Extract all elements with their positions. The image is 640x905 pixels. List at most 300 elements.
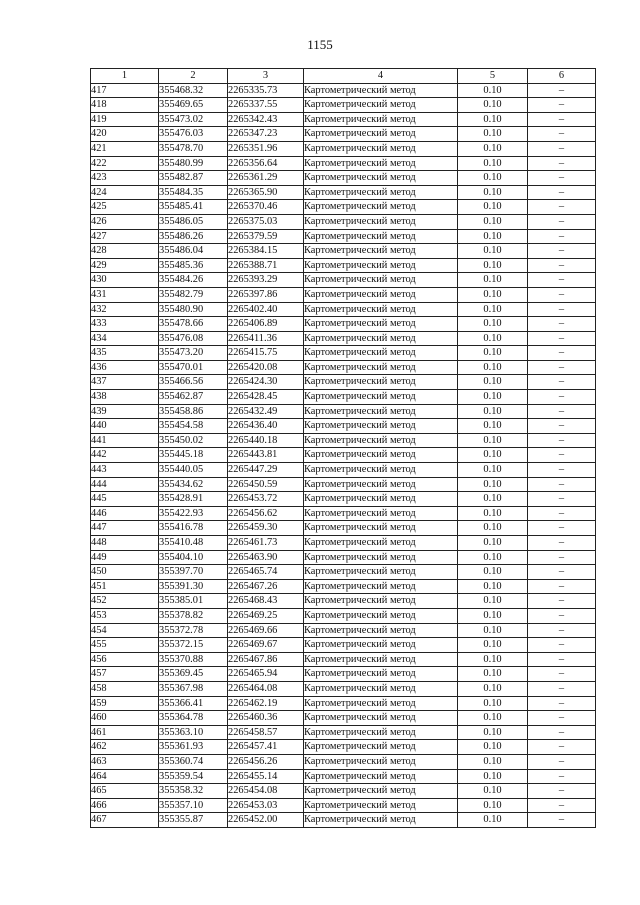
description-cell: – (528, 171, 596, 186)
y-coordinate-cell: 2265461.73 (228, 536, 304, 551)
accuracy-cell: 0.10 (458, 185, 528, 200)
table-row (91, 390, 596, 405)
description-cell: – (528, 287, 596, 302)
point-number-cell: 421 (91, 141, 159, 156)
table-row (91, 200, 596, 215)
point-number-cell: 456 (91, 652, 159, 667)
y-coordinate-cell: 2265411.36 (228, 331, 304, 346)
x-coordinate-cell: 355359.54 (159, 769, 228, 784)
point-number-cell: 466 (91, 798, 159, 813)
y-coordinate-cell: 2265342.43 (228, 112, 304, 127)
accuracy-cell: 0.10 (458, 375, 528, 390)
description-cell: – (528, 754, 596, 769)
y-coordinate-cell: 2265379.59 (228, 229, 304, 244)
x-coordinate-cell: 355476.08 (159, 331, 228, 346)
accuracy-cell: 0.10 (458, 565, 528, 580)
accuracy-cell: 0.10 (458, 433, 528, 448)
table-row (91, 463, 596, 478)
y-coordinate-cell: 2265447.29 (228, 463, 304, 478)
column-header-6: 6 (528, 69, 596, 84)
accuracy-cell: 0.10 (458, 141, 528, 156)
y-coordinate-cell: 2265469.25 (228, 608, 304, 623)
table-row (91, 287, 596, 302)
x-coordinate-cell: 355480.90 (159, 302, 228, 317)
description-cell: – (528, 346, 596, 361)
table-row (91, 652, 596, 667)
x-coordinate-cell: 355378.82 (159, 608, 228, 623)
description-cell: – (528, 463, 596, 478)
table-row (91, 550, 596, 565)
method-cell: Картометрический метод (304, 725, 458, 740)
description-cell: – (528, 244, 596, 259)
method-cell: Картометрический метод (304, 740, 458, 755)
table-row (91, 214, 596, 229)
y-coordinate-cell: 2265432.49 (228, 404, 304, 419)
table-row (91, 638, 596, 653)
x-coordinate-cell: 355445.18 (159, 448, 228, 463)
accuracy-cell: 0.10 (458, 754, 528, 769)
description-cell: – (528, 477, 596, 492)
y-coordinate-cell: 2265440.18 (228, 433, 304, 448)
description-cell: – (528, 638, 596, 653)
table-row (91, 521, 596, 536)
table-row (91, 112, 596, 127)
accuracy-cell: 0.10 (458, 317, 528, 332)
x-coordinate-cell: 355478.70 (159, 141, 228, 156)
point-number-cell: 439 (91, 404, 159, 419)
table-row (91, 769, 596, 784)
accuracy-cell: 0.10 (458, 725, 528, 740)
description-cell: – (528, 667, 596, 682)
y-coordinate-cell: 2265420.08 (228, 360, 304, 375)
y-coordinate-cell: 2265356.64 (228, 156, 304, 171)
y-coordinate-cell: 2265415.75 (228, 346, 304, 361)
method-cell: Картометрический метод (304, 579, 458, 594)
table-row (91, 740, 596, 755)
accuracy-cell: 0.10 (458, 608, 528, 623)
accuracy-cell: 0.10 (458, 638, 528, 653)
point-number-cell: 431 (91, 287, 159, 302)
accuracy-cell: 0.10 (458, 492, 528, 507)
point-number-cell: 449 (91, 550, 159, 565)
accuracy-cell: 0.10 (458, 112, 528, 127)
accuracy-cell: 0.10 (458, 652, 528, 667)
y-coordinate-cell: 2265406.89 (228, 317, 304, 332)
description-cell: – (528, 331, 596, 346)
y-coordinate-cell: 2265397.86 (228, 287, 304, 302)
table-row (91, 681, 596, 696)
description-cell: – (528, 623, 596, 638)
accuracy-cell: 0.10 (458, 594, 528, 609)
x-coordinate-cell: 355480.99 (159, 156, 228, 171)
method-cell: Картометрический метод (304, 83, 458, 98)
x-coordinate-cell: 355370.88 (159, 652, 228, 667)
accuracy-cell: 0.10 (458, 258, 528, 273)
method-cell: Картометрический метод (304, 331, 458, 346)
y-coordinate-cell: 2265370.46 (228, 200, 304, 215)
accuracy-cell: 0.10 (458, 83, 528, 98)
y-coordinate-cell: 2265450.59 (228, 477, 304, 492)
method-cell: Картометрический метод (304, 433, 458, 448)
y-coordinate-cell: 2265453.72 (228, 492, 304, 507)
table-row (91, 331, 596, 346)
y-coordinate-cell: 2265467.86 (228, 652, 304, 667)
table-row (91, 506, 596, 521)
table-row (91, 667, 596, 682)
description-cell: – (528, 156, 596, 171)
point-number-cell: 434 (91, 331, 159, 346)
point-number-cell: 429 (91, 258, 159, 273)
point-number-cell: 465 (91, 784, 159, 799)
point-number-cell: 458 (91, 681, 159, 696)
x-coordinate-cell: 355372.78 (159, 623, 228, 638)
y-coordinate-cell: 2265436.40 (228, 419, 304, 434)
method-cell: Картометрический метод (304, 273, 458, 288)
y-coordinate-cell: 2265464.08 (228, 681, 304, 696)
description-cell: – (528, 740, 596, 755)
accuracy-cell: 0.10 (458, 813, 528, 828)
x-coordinate-cell: 355473.02 (159, 112, 228, 127)
method-cell: Картометрический метод (304, 258, 458, 273)
point-number-cell: 446 (91, 506, 159, 521)
description-cell: – (528, 404, 596, 419)
y-coordinate-cell: 2265460.36 (228, 711, 304, 726)
method-cell: Картометрический метод (304, 754, 458, 769)
table-row (91, 156, 596, 171)
description-cell: – (528, 652, 596, 667)
method-cell: Картометрический метод (304, 360, 458, 375)
x-coordinate-cell: 355428.91 (159, 492, 228, 507)
x-coordinate-cell: 355476.03 (159, 127, 228, 142)
table-row (91, 404, 596, 419)
description-cell: – (528, 550, 596, 565)
accuracy-cell: 0.10 (458, 360, 528, 375)
method-cell: Картометрический метод (304, 681, 458, 696)
method-cell: Картометрический метод (304, 696, 458, 711)
method-cell: Картометрический метод (304, 112, 458, 127)
accuracy-cell: 0.10 (458, 98, 528, 113)
point-number-cell: 460 (91, 711, 159, 726)
point-number-cell: 433 (91, 317, 159, 332)
description-cell: – (528, 433, 596, 448)
method-cell: Картометрический метод (304, 404, 458, 419)
method-cell: Картометрический метод (304, 229, 458, 244)
accuracy-cell: 0.10 (458, 214, 528, 229)
table-row (91, 696, 596, 711)
table-row (91, 725, 596, 740)
method-cell: Картометрический метод (304, 419, 458, 434)
x-coordinate-cell: 355484.35 (159, 185, 228, 200)
y-coordinate-cell: 2265465.74 (228, 565, 304, 580)
y-coordinate-cell: 2265462.19 (228, 696, 304, 711)
y-coordinate-cell: 2265365.90 (228, 185, 304, 200)
point-number-cell: 447 (91, 521, 159, 536)
description-cell: – (528, 448, 596, 463)
description-cell: – (528, 112, 596, 127)
method-cell: Картометрический метод (304, 302, 458, 317)
description-cell: – (528, 273, 596, 288)
description-cell: – (528, 579, 596, 594)
table-row (91, 317, 596, 332)
method-cell: Картометрический метод (304, 536, 458, 551)
point-number-cell: 430 (91, 273, 159, 288)
column-header-4: 4 (304, 69, 458, 84)
method-cell: Картометрический метод (304, 784, 458, 799)
column-header-1: 1 (91, 69, 159, 84)
x-coordinate-cell: 355361.93 (159, 740, 228, 755)
point-number-cell: 445 (91, 492, 159, 507)
point-number-cell: 467 (91, 813, 159, 828)
y-coordinate-cell: 2265384.15 (228, 244, 304, 259)
method-cell: Картометрический метод (304, 317, 458, 332)
y-coordinate-cell: 2265453.03 (228, 798, 304, 813)
x-coordinate-cell: 355462.87 (159, 390, 228, 405)
table-row (91, 711, 596, 726)
x-coordinate-cell: 355482.79 (159, 287, 228, 302)
accuracy-cell: 0.10 (458, 171, 528, 186)
y-coordinate-cell: 2265393.29 (228, 273, 304, 288)
accuracy-cell: 0.10 (458, 579, 528, 594)
x-coordinate-cell: 355358.32 (159, 784, 228, 799)
method-cell: Картометрический метод (304, 98, 458, 113)
table-row (91, 83, 596, 98)
accuracy-cell: 0.10 (458, 711, 528, 726)
description-cell: – (528, 725, 596, 740)
method-cell: Картометрический метод (304, 492, 458, 507)
y-coordinate-cell: 2265335.73 (228, 83, 304, 98)
accuracy-cell: 0.10 (458, 229, 528, 244)
point-number-cell: 432 (91, 302, 159, 317)
y-coordinate-cell: 2265443.81 (228, 448, 304, 463)
point-number-cell: 417 (91, 83, 159, 98)
description-cell: – (528, 317, 596, 332)
column-header-2: 2 (159, 69, 228, 84)
point-number-cell: 438 (91, 390, 159, 405)
coordinates-table (90, 68, 596, 828)
method-cell: Картометрический метод (304, 638, 458, 653)
point-number-cell: 418 (91, 98, 159, 113)
method-cell: Картометрический метод (304, 798, 458, 813)
table-row (91, 127, 596, 142)
description-cell: – (528, 214, 596, 229)
table-row (91, 302, 596, 317)
description-cell: – (528, 784, 596, 799)
table-row (91, 536, 596, 551)
description-cell: – (528, 83, 596, 98)
x-coordinate-cell: 355482.87 (159, 171, 228, 186)
method-cell: Картометрический метод (304, 244, 458, 259)
method-cell: Картометрический метод (304, 608, 458, 623)
method-cell: Картометрический метод (304, 375, 458, 390)
x-coordinate-cell: 355485.41 (159, 200, 228, 215)
x-coordinate-cell: 355470.01 (159, 360, 228, 375)
description-cell: – (528, 302, 596, 317)
table-row (91, 754, 596, 769)
y-coordinate-cell: 2265467.26 (228, 579, 304, 594)
method-cell: Картометрический метод (304, 477, 458, 492)
description-cell: – (528, 506, 596, 521)
description-cell: – (528, 98, 596, 113)
table-row (91, 273, 596, 288)
x-coordinate-cell: 355410.48 (159, 536, 228, 551)
description-cell: – (528, 229, 596, 244)
method-cell: Картометрический метод (304, 565, 458, 580)
table-row (91, 784, 596, 799)
x-coordinate-cell: 355485.36 (159, 258, 228, 273)
point-number-cell: 444 (91, 477, 159, 492)
table-row (91, 98, 596, 113)
table-row (91, 623, 596, 638)
method-cell: Картометрический метод (304, 185, 458, 200)
method-cell: Картометрический метод (304, 127, 458, 142)
description-cell: – (528, 185, 596, 200)
x-coordinate-cell: 355484.26 (159, 273, 228, 288)
table-row (91, 244, 596, 259)
method-cell: Картометрический метод (304, 214, 458, 229)
header-row (91, 69, 596, 84)
x-coordinate-cell: 355440.05 (159, 463, 228, 478)
point-number-cell: 457 (91, 667, 159, 682)
x-coordinate-cell: 355416.78 (159, 521, 228, 536)
y-coordinate-cell: 2265457.41 (228, 740, 304, 755)
y-coordinate-cell: 2265459.30 (228, 521, 304, 536)
table-row (91, 433, 596, 448)
x-coordinate-cell: 355363.10 (159, 725, 228, 740)
table-row (91, 346, 596, 361)
accuracy-cell: 0.10 (458, 302, 528, 317)
accuracy-cell: 0.10 (458, 667, 528, 682)
point-number-cell: 423 (91, 171, 159, 186)
table-row (91, 258, 596, 273)
description-cell: – (528, 813, 596, 828)
table-row (91, 419, 596, 434)
accuracy-cell: 0.10 (458, 419, 528, 434)
x-coordinate-cell: 355486.04 (159, 244, 228, 259)
description-cell: – (528, 419, 596, 434)
accuracy-cell: 0.10 (458, 506, 528, 521)
point-number-cell: 453 (91, 608, 159, 623)
table-row (91, 185, 596, 200)
point-number-cell: 459 (91, 696, 159, 711)
method-cell: Картометрический метод (304, 594, 458, 609)
x-coordinate-cell: 355450.02 (159, 433, 228, 448)
accuracy-cell: 0.10 (458, 273, 528, 288)
y-coordinate-cell: 2265458.57 (228, 725, 304, 740)
point-number-cell: 425 (91, 200, 159, 215)
description-cell: – (528, 594, 596, 609)
x-coordinate-cell: 355360.74 (159, 754, 228, 769)
point-number-cell: 463 (91, 754, 159, 769)
point-number-cell: 450 (91, 565, 159, 580)
x-coordinate-cell: 355458.86 (159, 404, 228, 419)
table-row (91, 229, 596, 244)
method-cell: Картометрический метод (304, 200, 458, 215)
point-number-cell: 424 (91, 185, 159, 200)
table-row (91, 565, 596, 580)
point-number-cell: 451 (91, 579, 159, 594)
point-number-cell: 464 (91, 769, 159, 784)
x-coordinate-cell: 355468.32 (159, 83, 228, 98)
point-number-cell: 442 (91, 448, 159, 463)
x-coordinate-cell: 355434.62 (159, 477, 228, 492)
point-number-cell: 426 (91, 214, 159, 229)
description-cell: – (528, 711, 596, 726)
table-row (91, 171, 596, 186)
x-coordinate-cell: 355478.66 (159, 317, 228, 332)
y-coordinate-cell: 2265375.03 (228, 214, 304, 229)
description-cell: – (528, 127, 596, 142)
description-cell: – (528, 492, 596, 507)
table-row (91, 798, 596, 813)
table-row (91, 594, 596, 609)
table-row (91, 141, 596, 156)
point-number-cell: 435 (91, 346, 159, 361)
y-coordinate-cell: 2265468.43 (228, 594, 304, 609)
accuracy-cell: 0.10 (458, 740, 528, 755)
accuracy-cell: 0.10 (458, 127, 528, 142)
description-cell: – (528, 696, 596, 711)
y-coordinate-cell: 2265454.08 (228, 784, 304, 799)
x-coordinate-cell: 355422.93 (159, 506, 228, 521)
description-cell: – (528, 141, 596, 156)
method-cell: Картометрический метод (304, 550, 458, 565)
table-row (91, 477, 596, 492)
y-coordinate-cell: 2265361.29 (228, 171, 304, 186)
y-coordinate-cell: 2265452.00 (228, 813, 304, 828)
y-coordinate-cell: 2265469.67 (228, 638, 304, 653)
point-number-cell: 448 (91, 536, 159, 551)
x-coordinate-cell: 355473.20 (159, 346, 228, 361)
method-cell: Картометрический метод (304, 141, 458, 156)
y-coordinate-cell: 2265337.55 (228, 98, 304, 113)
x-coordinate-cell: 355397.70 (159, 565, 228, 580)
accuracy-cell: 0.10 (458, 200, 528, 215)
method-cell: Картометрический метод (304, 711, 458, 726)
page-number: 1155 (307, 37, 333, 52)
point-number-cell: 441 (91, 433, 159, 448)
method-cell: Картометрический метод (304, 506, 458, 521)
x-coordinate-cell: 355364.78 (159, 711, 228, 726)
y-coordinate-cell: 2265469.66 (228, 623, 304, 638)
accuracy-cell: 0.10 (458, 769, 528, 784)
point-number-cell: 455 (91, 638, 159, 653)
x-coordinate-cell: 355404.10 (159, 550, 228, 565)
x-coordinate-cell: 355391.30 (159, 579, 228, 594)
description-cell: – (528, 681, 596, 696)
description-cell: – (528, 769, 596, 784)
accuracy-cell: 0.10 (458, 156, 528, 171)
x-coordinate-cell: 355372.15 (159, 638, 228, 653)
x-coordinate-cell: 355469.65 (159, 98, 228, 113)
y-coordinate-cell: 2265428.45 (228, 390, 304, 405)
point-number-cell: 443 (91, 463, 159, 478)
description-cell: – (528, 798, 596, 813)
table-row (91, 608, 596, 623)
accuracy-cell: 0.10 (458, 477, 528, 492)
accuracy-cell: 0.10 (458, 244, 528, 259)
method-cell: Картометрический метод (304, 652, 458, 667)
table-body (91, 83, 596, 827)
point-number-cell: 454 (91, 623, 159, 638)
x-coordinate-cell: 355454.58 (159, 419, 228, 434)
table-header (91, 69, 596, 84)
x-coordinate-cell: 355367.98 (159, 681, 228, 696)
point-number-cell: 440 (91, 419, 159, 434)
method-cell: Картометрический метод (304, 156, 458, 171)
x-coordinate-cell: 355385.01 (159, 594, 228, 609)
method-cell: Картометрический метод (304, 346, 458, 361)
column-header-5: 5 (458, 69, 528, 84)
